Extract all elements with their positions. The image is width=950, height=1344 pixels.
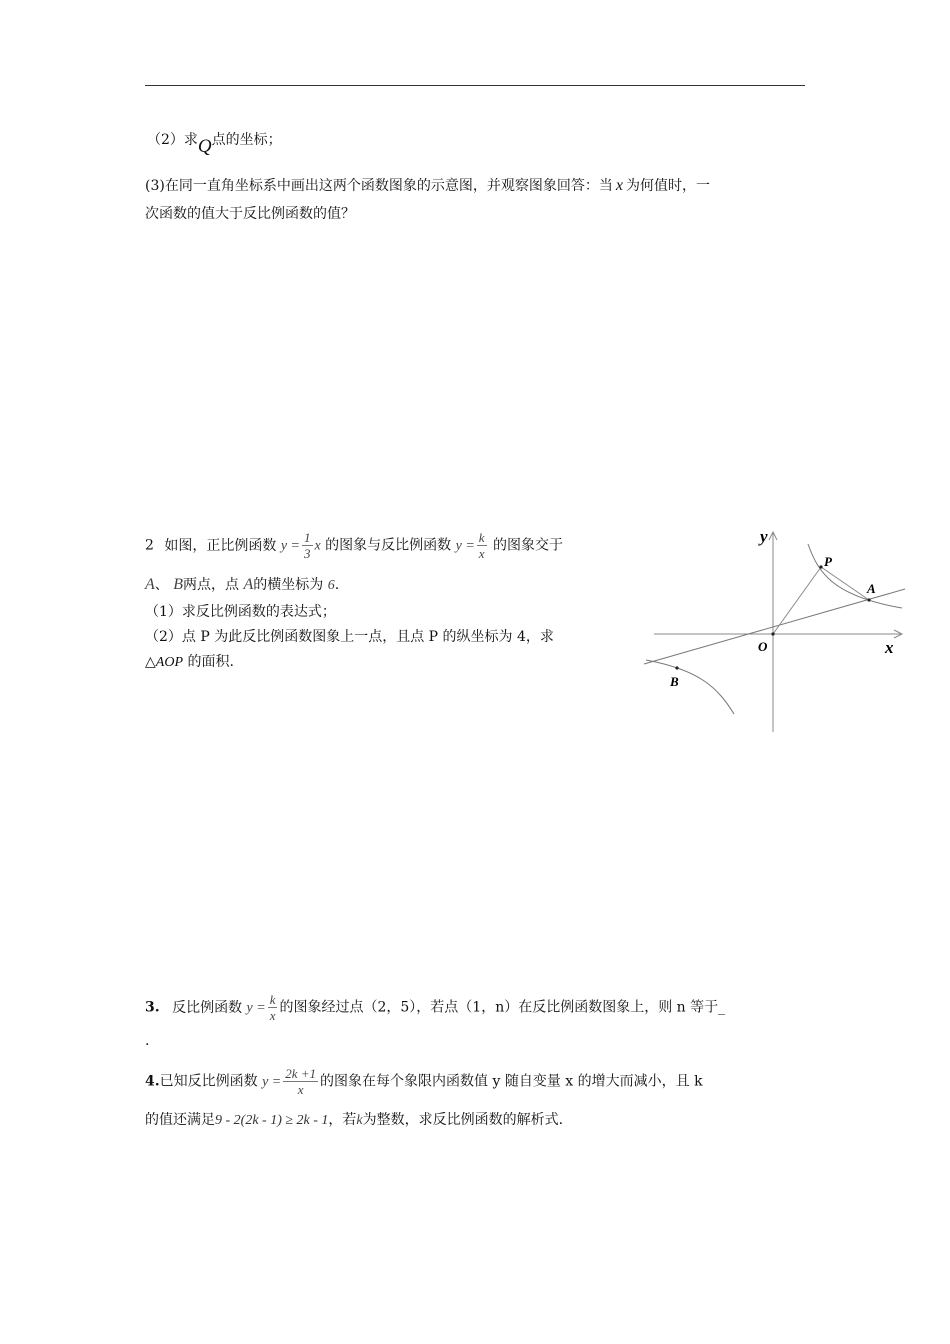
q1-var-x: x	[615, 177, 623, 194]
q4-line1: 4.已知反比例函数 y = $\frac{2k +1}{x}$ 的图象在每个象限内函数值 y 随自变量 x 的增大而减小，且 k	[145, 1066, 703, 1097]
q3-line1: 3. 反比例函数 y = $\frac{k}{x}$ 的图象经过点（2，5），若点（1，n）在反比例函数图象上，则 n 等于_	[145, 992, 726, 1023]
q4-inequality: 9 - 2(2k - 1) ≥ 2k - 1	[215, 1113, 329, 1128]
q3-line2: .	[145, 1033, 150, 1049]
q2-sub2-line1: （2）点 P 为此反比例函数图象上一点，且点 P 的纵坐标为 4，求	[145, 629, 554, 645]
q2-fraction-k-over-x: $\frac{k}{x}$	[478, 530, 485, 561]
point-a	[867, 598, 870, 601]
point-o	[771, 632, 774, 635]
header-rule	[145, 85, 805, 86]
q2-sub2-line2: △AOP 的面积.	[145, 654, 234, 670]
q1-var-q: Q	[197, 136, 212, 157]
label-a: A	[867, 581, 876, 596]
q4-fraction: $\frac{2k +1}{x}$	[285, 1066, 317, 1097]
segment-op	[773, 567, 821, 634]
q2-number: 2	[145, 537, 154, 554]
q2-line1: 2 如图，正比例函数 y = $\frac{1}{3}$ x 的图象与反比例函数 y = $\frac{k}{x}$ 的图象交于	[145, 530, 564, 561]
function-graph-figure	[640, 520, 920, 740]
q2-fraction-one-third: $\frac{1}{3}$	[304, 530, 311, 561]
hyperbola-branch-third-quadrant	[646, 660, 734, 714]
label-b: B	[670, 674, 679, 689]
q4-number: 4.	[145, 1073, 160, 1090]
label-o: O	[758, 639, 768, 654]
q1-part3-line1: (3)在同一直角坐标系中画出这两个函数图象的示意图，并观察图象回答：当 x 为何值时，一	[145, 177, 710, 194]
q4-line2: 的值还满足9 - 2(2k - 1) ≥ 2k - 1，若k为整数，求反比例函数的解析式.	[145, 1112, 564, 1128]
line-y-equals-one-third-x	[644, 589, 905, 664]
q1-part3-line2: 次函数的值大于反比例函数的值？	[145, 206, 355, 222]
q3-fraction-k-over-x: $\frac{k}{x}$	[269, 992, 276, 1023]
segment-pa	[821, 567, 869, 600]
label-y: y	[760, 527, 768, 546]
point-b	[675, 666, 678, 669]
q1-part2: （2）求Q点的坐标；	[147, 132, 282, 157]
hyperbola-branch-first-quadrant	[808, 544, 902, 608]
point-p	[819, 565, 822, 568]
label-x: x	[885, 638, 894, 657]
label-p: P	[824, 554, 832, 569]
q3-number: 3.	[145, 999, 160, 1016]
q2-sub1: （1）求反比例函数的表达式；	[145, 604, 336, 620]
q2-line2: A、 B两点，点 A的横坐标为 6.	[145, 576, 340, 593]
